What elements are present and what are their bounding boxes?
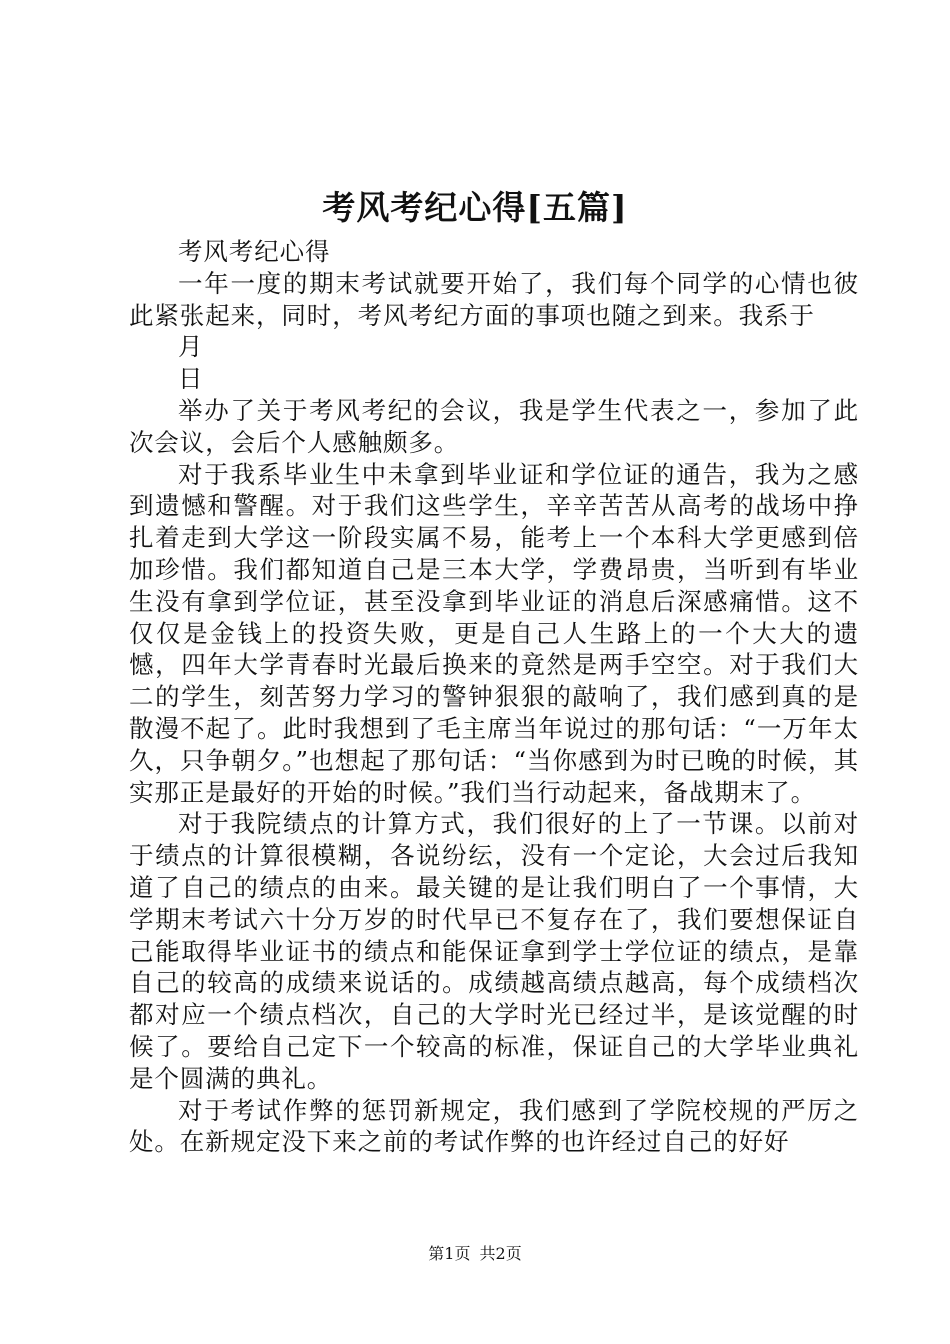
document-title: 考风考纪心得[五篇] (322, 188, 628, 227)
paragraph-subtitle: 考风考纪心得 (178, 237, 331, 266)
paragraph: 对于我系毕业生中未拿到毕业证和学位证的通告，我为之感到遗憾和警醒。对于我们这些学生，辛辛苦苦从高考的战场中挣扎着走到大学这一阶段实属不易，能考上一个本科大学更感到倍加珍惜。我们都知道自己是三本大学，学费昂贵，当听到有毕业生没有拿到学位证，甚至没拿到毕业证的消息后深感痛惜。这不仅仅是金钱上的投资失败，更是自己人生路上的一个大大的遗憾，四年大学青春时光最后换来的竟然是两手空空。对于我们大二的学生，刻苦努力学习的警钟狠狠的敲响了，我们感到真的是散漫不起了。此时我想到了毛主席当年说过的那句话：“一万年太久，只争朝夕。”也想起了那句话：“当你感到为时已晚的时候，其实那正是最好的开始的时候。”我们当行动起来，备战期末了。 (129, 459, 859, 807)
paragraph: 对于我院绩点的计算方式，我们很好的上了一节课。以前对于绩点的计算很模糊，各说纷纭，没有一个定论，大会过后我知道了自己的绩点的由来。最关键的是让我们明白了一个事情，大学期末考试六十分万岁的时代早已不复存在了，我们要想保证自己能取得毕业证书的绩点和能保证拿到学士学位证的绩点，是靠自己的较高的成绩来说话的。成绩越高绩点越高，每个成绩档次都对应一个绩点档次，自己的大学时光已经过半，是该觉醒的时候了。要给自己定下一个较高的标准，保证自己的大学毕业典礼是个圆满的典礼。 (129, 809, 859, 1093)
paragraph: 举办了关于考风考纪的会议，我是学生代表之一，参加了此次会议，会后个人感触颇多。 (129, 395, 859, 457)
paragraph: 月 (178, 332, 204, 362)
page-number: 第1页 (428, 1244, 471, 1263)
paragraph: 对于考试作弊的惩罚新规定，我们感到了学院校规的严厉之处。在新规定没下来之前的考试作弊的也许经过自己的好好 (129, 1095, 859, 1157)
paragraph: 一年一度的期末考试就要开始了，我们每个同学的心情也彼此紧张起来，同时，考风考纪方面的事项也随之到来。我系于 (129, 268, 859, 330)
paragraph: 日 (178, 364, 204, 394)
page-footer (0, 1244, 950, 1264)
page-total: 共2页 (479, 1244, 522, 1263)
document-body (129, 236, 859, 1158)
